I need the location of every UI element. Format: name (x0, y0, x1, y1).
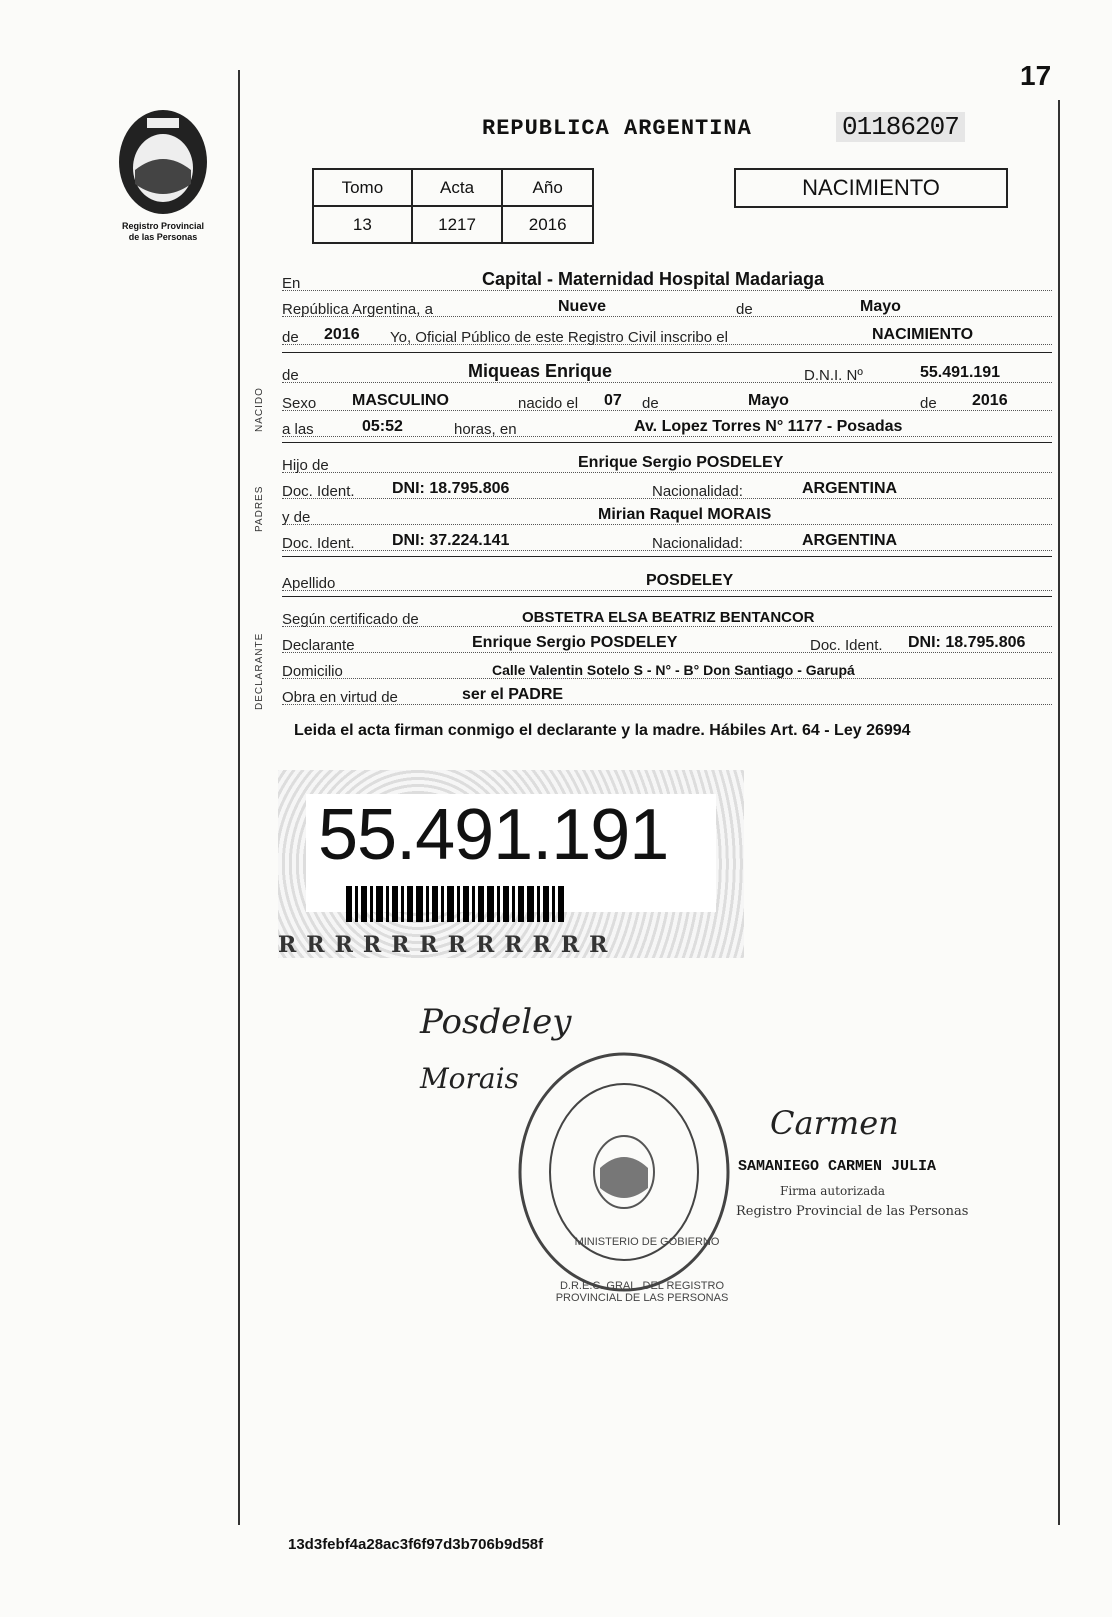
value-tomo: 13 (313, 206, 412, 243)
value-domicilio: Calle Valentin Sotelo S - N° - B° Don Santiago - Garupá (492, 662, 855, 678)
signature-official: Carmen (770, 1104, 899, 1142)
label-segun: Según certificado de (282, 611, 419, 628)
separator (282, 442, 1052, 443)
seal-outer-text: D.R.E.C. GRAL. DEL REGISTRO PROVINCIAL DE LAS PERSONAS (555, 1280, 729, 1304)
right-margin-rule (1058, 100, 1060, 1525)
value-declarante-dni: DNI: 18.795.806 (908, 634, 1026, 651)
row-declarante (282, 626, 1052, 653)
label-apellido: Apellido (282, 575, 336, 592)
value-sexo: MASCULINO (352, 392, 449, 409)
value-direccion-nacimiento: Av. Lopez Torres N° 1177 - Posadas (634, 418, 903, 435)
row-nombre (282, 356, 1052, 383)
row-hora (282, 410, 1052, 437)
value-padre-dni: DNI: 18.795.806 (392, 480, 510, 497)
value-acta: 1217 (412, 206, 503, 243)
label-doc-ident: Doc. Ident. (282, 483, 355, 500)
signature-father: Posdeley (420, 1002, 572, 1042)
header-acta: Acta (412, 169, 503, 206)
signature-mother: Morais (420, 1062, 519, 1095)
row-lugar (282, 264, 1052, 291)
row-madre (282, 498, 1052, 525)
row-madre-doc (282, 524, 1052, 551)
value-nacido-anio: 2016 (972, 392, 1008, 409)
label-republica: República Argentina, a (282, 301, 433, 318)
label-declarante: Declarante (282, 637, 355, 654)
document-hash: 13d3febf4a28ac3f6f97d3b706b9d58f (288, 1536, 544, 1553)
value-anio: 2016 (502, 206, 593, 243)
value-declarante: Enrique Sergio POSDELEY (472, 634, 678, 651)
barcode-number: 55.491.191 (318, 795, 669, 875)
label-oficial: Yo, Oficial Público de este Registro Civil inscribo el (390, 329, 728, 346)
label-nacido-el: nacido el (518, 395, 579, 412)
barcode-sticker (278, 770, 744, 958)
official-seal-icon (514, 1048, 734, 1296)
value-apellido: POSDELEY (646, 572, 734, 589)
official-registry: Registro Provincial de las Personas (736, 1204, 969, 1219)
label-obra: Obra en virtud de (282, 689, 398, 706)
value-nacido-dia: 07 (604, 392, 622, 409)
registry-logo (108, 108, 218, 242)
value-padre: Enrique Sergio POSDELEY (578, 454, 784, 471)
country-title: REPUBLICA ARGENTINA (482, 116, 752, 141)
official-name: SAMANIEGO CARMEN JULIA (738, 1158, 937, 1175)
row-obra (282, 678, 1052, 705)
label-nacionalidad: Nacionalidad: (652, 483, 743, 500)
header-anio: Año (502, 169, 593, 206)
barcode-label (306, 794, 716, 912)
legal-note: Leida el acta firman conmigo el declarante y la madre. Hábiles Art. 64 - Ley 26994 (294, 722, 911, 739)
label-de-anio: de (282, 329, 299, 346)
coat-of-arms-icon (117, 108, 209, 216)
value-madre-dni: DNI: 37.224.141 (392, 532, 510, 549)
label-hijo-de: Hijo de (282, 457, 329, 474)
label-de: de (736, 301, 753, 318)
label-y-de: y de (282, 509, 311, 526)
value-dni: 55.491.191 (920, 364, 1001, 381)
value-madre-nacionalidad: ARGENTINA (802, 532, 898, 549)
side-label-padres: PADRES (254, 485, 265, 532)
official-role: Firma autorizada (780, 1184, 886, 1198)
header-tomo: Tomo (313, 169, 412, 206)
side-label-nacido: NACIDO (254, 387, 265, 432)
value-obra: ser el PADRE (462, 686, 564, 703)
seal-inner-text: MINISTERIO DE GOBIERNO (574, 1236, 720, 1248)
row-apellido (282, 564, 1052, 591)
label-nacionalidad-madre: Nacionalidad: (652, 535, 743, 552)
value-lugar: Capital - Maternidad Hospital Madariaga (482, 269, 825, 289)
separator (282, 556, 1052, 557)
page-number: 17 (1020, 60, 1052, 91)
value-dia: Nueve (558, 298, 607, 315)
value-nacido-mes: Mayo (748, 392, 789, 409)
barcode-bars (346, 886, 646, 922)
label-a-las: a las (282, 421, 314, 438)
row-oficial (282, 318, 1052, 345)
value-nombre: Miqueas Enrique (468, 361, 613, 381)
label-doc-ident-madre: Doc. Ident. (282, 535, 355, 552)
separator (282, 352, 1052, 353)
value-madre: Mirian Raquel MORAIS (598, 506, 772, 523)
row-padre (282, 446, 1052, 473)
side-label-declarante: DECLARANTE (254, 632, 265, 710)
value-mes: Mayo (860, 298, 901, 315)
value-hora: 05:52 (362, 418, 403, 435)
label-sexo: Sexo (282, 395, 317, 412)
value-padre-nacionalidad: ARGENTINA (802, 480, 898, 497)
row-domicilio (282, 652, 1052, 679)
value-anio: 2016 (324, 326, 360, 343)
label-dni: D.N.I. Nº (804, 367, 863, 384)
security-pattern: RRRRRRRRRRRR (278, 932, 618, 958)
label-en: En (282, 275, 301, 292)
label-de2: de (642, 395, 659, 412)
value-tipo-inscripcion: NACIMIENTO (872, 326, 974, 343)
separator (282, 596, 1052, 597)
label-doc-ident-declarante: Doc. Ident. (810, 637, 883, 654)
label-domicilio: Domicilio (282, 663, 343, 680)
label-de3: de (920, 395, 937, 412)
row-sexo (282, 384, 1052, 411)
value-certificado: OBSTETRA ELSA BEATRIZ BENTANCOR (522, 609, 815, 626)
row-fecha (282, 290, 1052, 317)
logo-caption-1: Registro Provincial (121, 221, 205, 231)
serial-number: 01186207 (836, 112, 965, 142)
row-padre-doc (282, 472, 1052, 499)
label-horas-en: horas, en (454, 421, 517, 438)
tomo-acta-anio-table (312, 168, 594, 244)
label-de-nombre: de (282, 367, 299, 384)
logo-caption-2: de las Personas (128, 232, 198, 242)
left-margin-rule (238, 70, 240, 1525)
row-certificado (282, 600, 1052, 627)
record-type-box: NACIMIENTO (734, 168, 1008, 208)
